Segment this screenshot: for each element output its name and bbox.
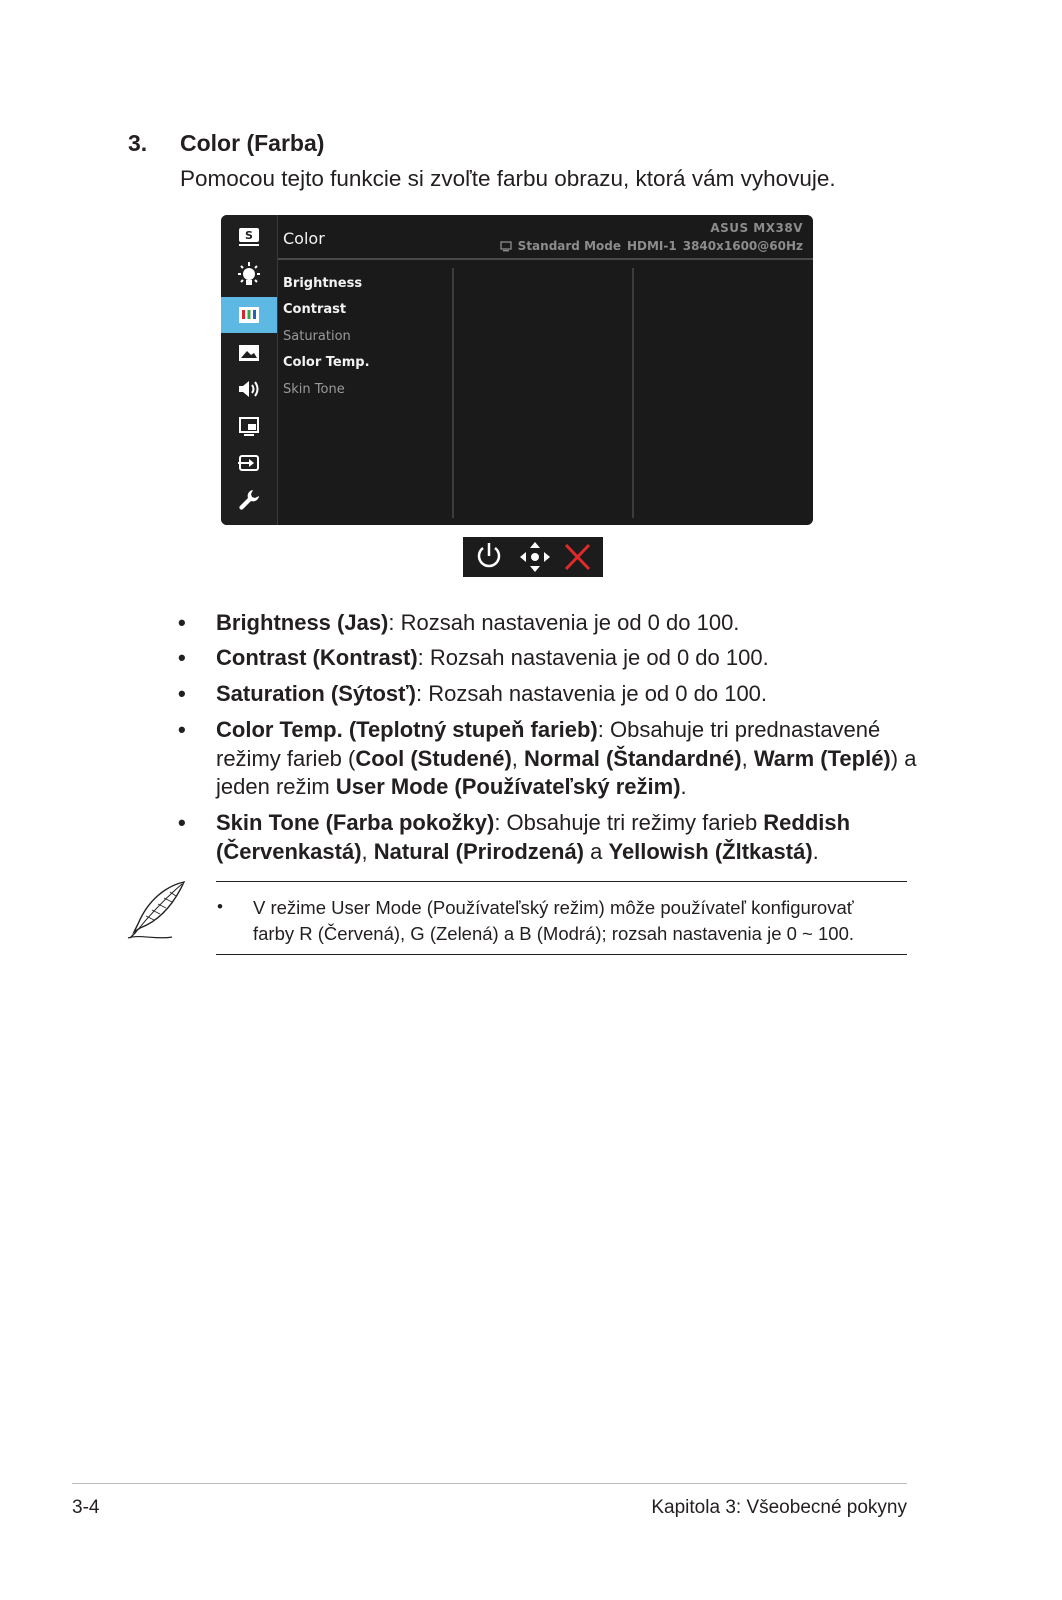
bullet-contrast: Contrast (Kontrast): Rozsah nastavenia je od 0 do 100. <box>216 645 769 670</box>
section-title: Color (Farba) <box>180 130 325 156</box>
osd-status <box>500 239 803 253</box>
sound-icon <box>221 371 277 407</box>
osd-sidebar <box>221 215 278 525</box>
power-icon[interactable] <box>479 543 499 566</box>
bullet-mark: • <box>178 717 186 742</box>
section-description: Pomocou tejto funkcie si zvoľte farbu obrazu, ktorá vám vyhovuje. <box>180 166 836 191</box>
note-bullet: • <box>217 897 223 916</box>
note-quill-icon <box>126 880 188 947</box>
osd-status-resolution: 3840x1600@60Hz <box>682 239 803 253</box>
osd-status-mode: Standard Mode <box>517 239 621 253</box>
osd-item-brightness[interactable]: Brightness <box>283 276 363 291</box>
osd-header <box>278 215 813 260</box>
osd-column-divider <box>632 268 634 518</box>
bullet-brightness: Brightness (Jas): Rozsah nastavenia je od 0 do 100. <box>216 610 740 635</box>
bullet-mark: • <box>178 810 186 835</box>
osd-title: Color <box>283 229 325 248</box>
navigation-icon[interactable] <box>520 542 550 572</box>
note-text: V režime User Mode (Používateľský režim) môže používateľ konfigurovať farby R (Červená), G (Zelená) a B (Modrá); rozsah nastavenia je 0 ~ 100. <box>253 897 855 944</box>
bullet-mark: • <box>178 610 186 635</box>
footer-rule <box>72 1483 907 1484</box>
osd-item-color-temp[interactable]: Color Temp. <box>283 355 370 370</box>
color-icon <box>221 297 277 333</box>
chapter-title: Kapitola 3: Všeobecné pokyny <box>651 1497 907 1518</box>
note-bottom-rule <box>216 954 907 955</box>
page-number: 3-4 <box>72 1497 100 1518</box>
osd-item-skin-tone[interactable]: Skin Tone <box>283 382 345 397</box>
splendid-icon <box>221 219 277 255</box>
bullet-mark: • <box>178 645 186 670</box>
note-top-rule <box>216 881 907 882</box>
input-select-icon <box>221 445 277 481</box>
bullet-skin-tone: Skin Tone (Farba pokožky): Obsahuje tri režimy farieb Reddish (Červenkastá), Natural (Prirodzená) a Yellowish (Žltkastá). <box>216 810 851 864</box>
osd-model: ASUS MX38V <box>710 221 803 235</box>
osd-item-saturation[interactable]: Saturation <box>283 329 351 344</box>
svg-text:S: S <box>245 229 253 242</box>
image-icon <box>221 335 277 371</box>
pip-icon <box>221 409 277 445</box>
osd-status-input: HDMI-1 <box>626 239 677 253</box>
monitor-icon <box>500 241 512 252</box>
osd-column-divider <box>452 268 454 518</box>
bullet-saturation: Saturation (Sýtosť): Rozsah nastavenia je od 0 do 100. <box>216 681 768 706</box>
close-icon[interactable] <box>566 545 589 569</box>
bullet-color-temp: Color Temp. (Teplotný stupeň farieb): Obsahuje tri prednastavené režimy farieb (Cool (Studené), Normal (Štandardné), Warm (Teplé)) a jeden režim User Mode (Používateľský režim). <box>216 717 917 799</box>
osd-item-contrast[interactable]: Contrast <box>283 302 347 317</box>
bluelight-icon <box>221 257 277 293</box>
section-number: 3. <box>128 130 148 156</box>
system-setup-icon <box>221 482 277 518</box>
osd-menu-screenshot <box>221 215 813 525</box>
osd-keys-bar <box>463 537 603 577</box>
bullet-mark: • <box>178 681 186 706</box>
